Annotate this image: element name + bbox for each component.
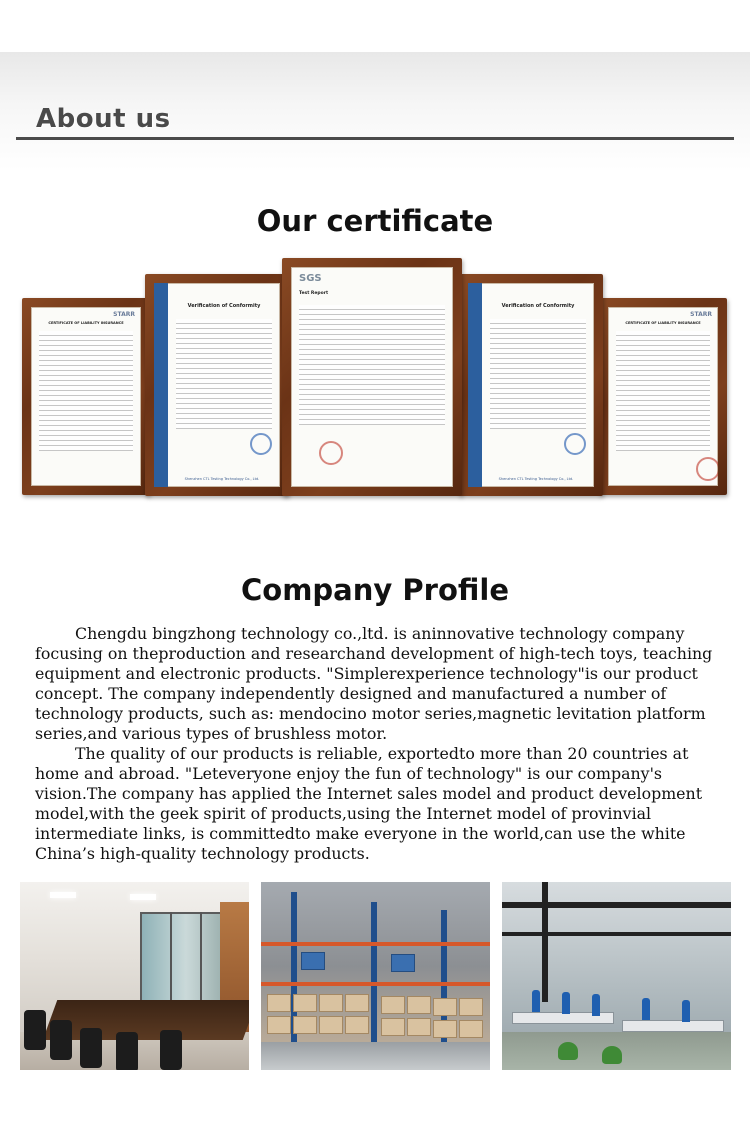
certificate-side-band <box>154 283 168 487</box>
rack-post <box>371 902 377 1042</box>
floor <box>261 1042 490 1070</box>
ceiling-light-icon <box>50 892 76 898</box>
certificate-heading: CERTIFICATE OF LIABILITY INSURANCE <box>625 321 701 325</box>
ctl-seal-icon <box>250 433 272 455</box>
worker-icon <box>562 992 570 1014</box>
certificate-logo: STARR <box>690 311 712 318</box>
carton-box <box>433 998 457 1016</box>
worker-icon <box>532 990 540 1012</box>
plant-icon <box>558 1042 578 1060</box>
carton-box <box>319 1016 343 1034</box>
certificate-frame <box>459 274 603 496</box>
certificate-document <box>154 283 280 487</box>
certificate-text-lines <box>299 305 445 425</box>
certificate-document <box>291 267 453 487</box>
page-title: About us <box>36 104 171 134</box>
carton-box <box>319 994 343 1012</box>
certificate-frame <box>145 274 289 496</box>
carton-box <box>381 1018 405 1036</box>
carton-box <box>433 1020 457 1038</box>
certificate-text-lines <box>176 319 272 429</box>
carton-box <box>267 994 291 1012</box>
ceiling-light-icon <box>130 894 156 900</box>
certificate-frame <box>282 258 462 496</box>
ceiling-beam <box>502 902 731 908</box>
certificate-gallery <box>0 250 750 500</box>
certificate-text-lines <box>39 331 133 451</box>
title-divider <box>16 137 734 140</box>
certificate-document <box>608 307 718 486</box>
certificate-footer: Shenzhen CTL Testing Technology Co., Ltd. <box>498 477 574 481</box>
carton-box <box>293 994 317 1012</box>
ceiling-beam <box>542 882 548 1002</box>
certificate-document <box>31 307 141 486</box>
carton-box <box>381 996 405 1014</box>
meeting-room-photo <box>20 882 249 1070</box>
certificate-footer: Shenzhen CTL Testing Technology Co., Ltd. <box>184 477 260 481</box>
carton-box <box>407 996 431 1014</box>
carton-box <box>459 998 483 1016</box>
profile-section-title: Company Profile <box>241 573 509 607</box>
certificate-heading: Verification of Conformity <box>187 303 261 309</box>
worker-icon <box>642 998 650 1020</box>
profile-paragraph: The quality of our products is reliable, exportedto more than 20 countries at home and abroad. "Leteveryone enjoy the fun of technology" is our company's vision.The company has applied the Internet sales model and product development model,with the geek spirit of products,using the Internet model of provinvial intermediate links, is committedto make everyone in the world,can use the white China’s high-quality technology products. <box>35 744 703 863</box>
workbench <box>622 1020 724 1032</box>
rack-beam <box>261 982 490 986</box>
certificate-heading: CERTIFICATE OF LIABILITY INSURANCE <box>48 321 124 325</box>
carton-box <box>407 1018 431 1036</box>
certificate-text-lines <box>616 331 710 451</box>
certificate-text-lines <box>490 319 586 429</box>
chair-icon <box>160 1030 182 1070</box>
ctl-seal-icon <box>564 433 586 455</box>
carton-box <box>293 1016 317 1034</box>
carton-box <box>459 1020 483 1038</box>
certificate-section-title: Our certificate <box>256 204 494 238</box>
profile-paragraph: Chengdu bingzhong technology co.,ltd. is aninnovative technology company focusing on theproduction and researchand development of high-tech toys, teaching equipment and electronic products. "Simplerexperience technology"is our product concept. The company independently designed and manufactured a number of technology products, such as: mendocino motor series,magnetic levitation platform series,and various types of brushless motor. <box>35 624 713 743</box>
stamp-seal-icon <box>319 441 343 465</box>
conference-table <box>43 1000 249 1040</box>
chair-icon <box>80 1028 102 1068</box>
certificate-side-band <box>468 283 482 487</box>
worker-icon <box>592 994 600 1016</box>
rack-beam <box>261 942 490 946</box>
chair-icon <box>116 1032 138 1070</box>
warehouse-photo <box>261 882 490 1070</box>
chair-icon <box>24 1010 46 1050</box>
carton-box <box>301 952 325 970</box>
certificate-frame <box>22 298 150 495</box>
certificate-document <box>468 283 594 487</box>
stamp-seal-icon <box>696 457 718 481</box>
certificate-heading: Verification of Conformity <box>501 303 575 309</box>
carton-box <box>391 954 415 972</box>
factory-photo <box>502 882 731 1070</box>
certificate-logo: STARR <box>113 311 135 318</box>
chair-icon <box>50 1020 72 1060</box>
carton-box <box>267 1016 291 1034</box>
company-profile-text <box>35 624 725 864</box>
certificate-frame <box>599 298 727 495</box>
worker-icon <box>682 1000 690 1022</box>
carton-box <box>345 994 369 1012</box>
certificate-heading: Test Report <box>299 291 329 296</box>
ceiling-beam <box>502 932 731 936</box>
plant-icon <box>602 1046 622 1064</box>
carton-box <box>345 1016 369 1034</box>
sgs-logo: SGS <box>299 273 322 284</box>
